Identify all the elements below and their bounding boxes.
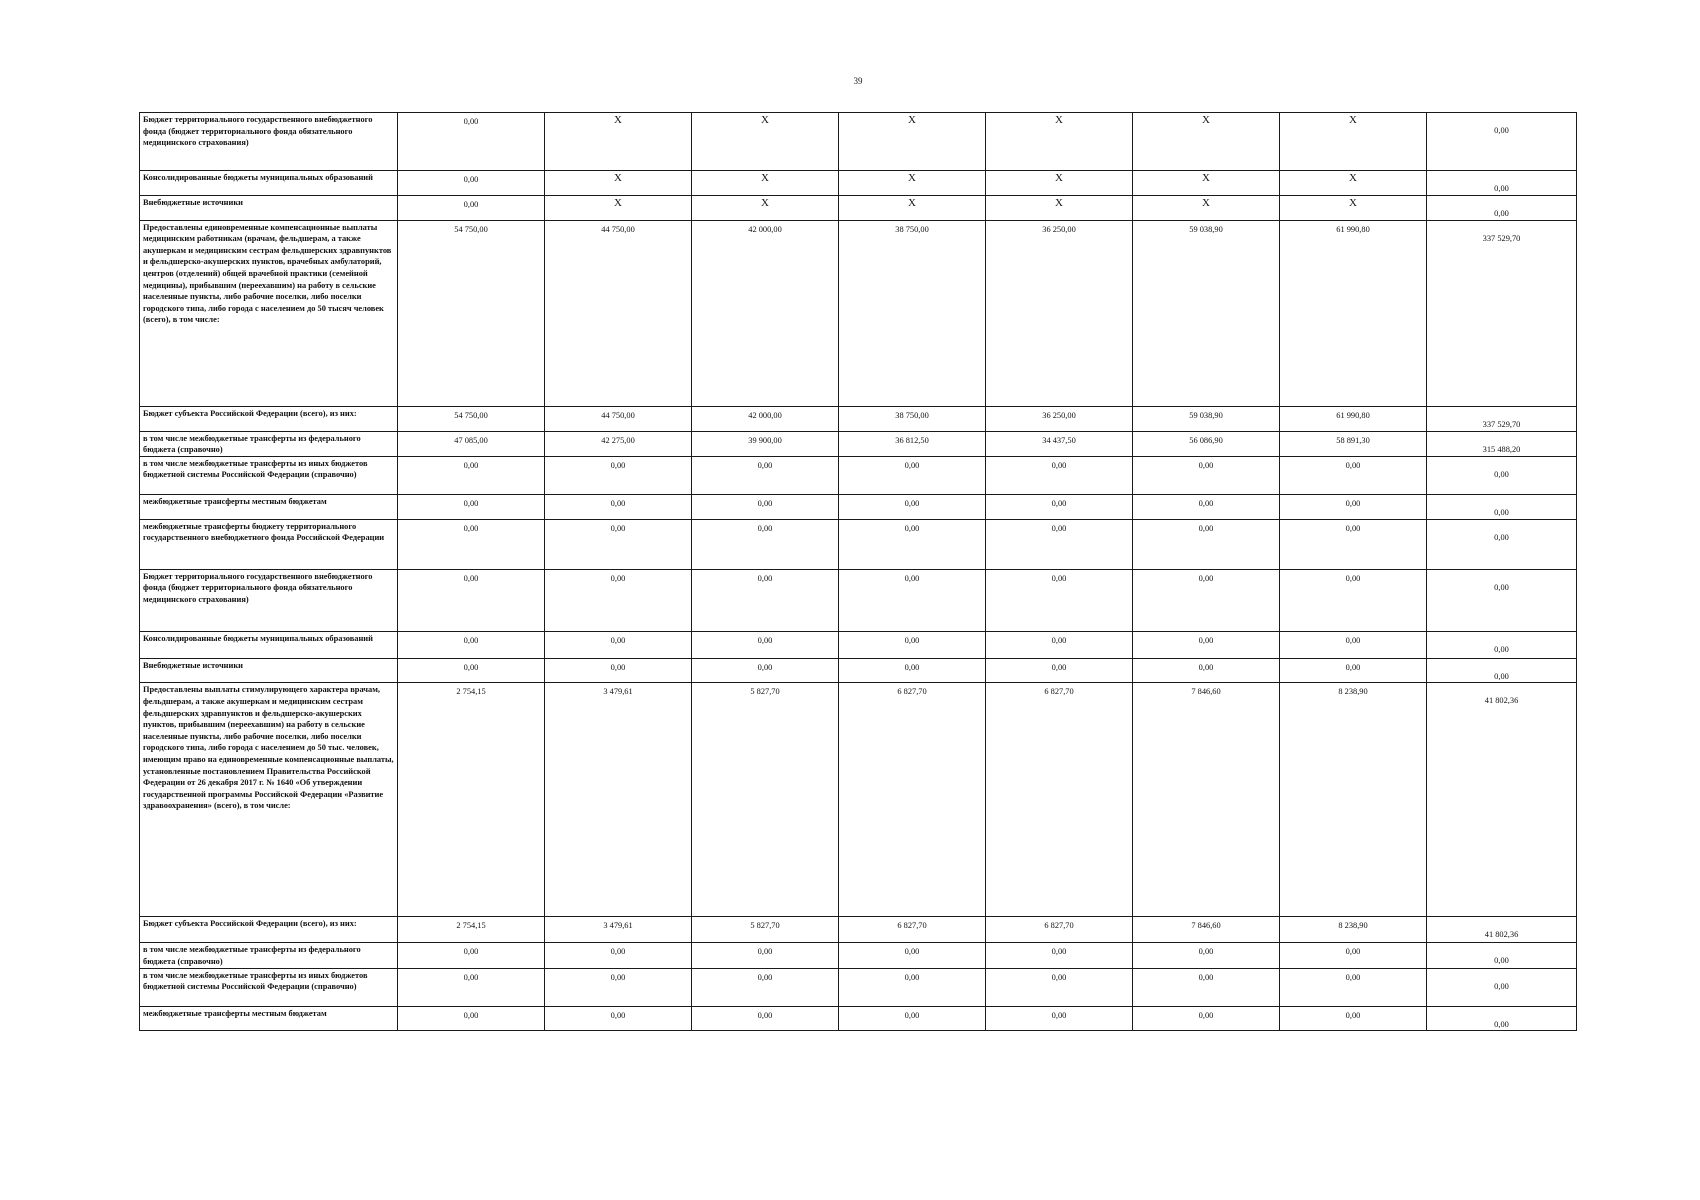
value-cell: 38 750,00 <box>839 406 986 431</box>
value-cell: 0,00 <box>1280 631 1427 658</box>
value-cell: 34 437,50 <box>986 431 1133 456</box>
value-cell: 0,00 <box>545 1006 692 1031</box>
value-cell: 0,00 <box>839 1006 986 1031</box>
value-cell: X <box>1133 171 1280 196</box>
value-cell: 0,00 <box>839 968 986 1006</box>
total-cell: 337 529,70 <box>1427 406 1577 431</box>
value-cell: 42 000,00 <box>692 220 839 406</box>
value-cell: 0,00 <box>986 569 1133 631</box>
value-cell: 0,00 <box>1280 456 1427 494</box>
row-label: Консолидированные бюджеты муниципальных образований <box>140 631 398 658</box>
value-cell: X <box>545 171 692 196</box>
value-cell: 0,00 <box>1133 658 1280 683</box>
value-cell: 0,00 <box>398 171 545 196</box>
table-row <box>140 1006 1577 1031</box>
value-cell: 0,00 <box>986 658 1133 683</box>
row-label: Предоставлены единовременные компенсационные выплаты медицинским работникам (врачам, фельдшерам, а также акушеркам и медицинским сестрам фельдшерских здравпунктов и фельдшерско-акушерских пунктов, врачебных амбулаторий, центров (отделений) общей врачебной практики (семейной медицины), прибывшим (переехавшим) на работу в сельские населенные пункты, либо рабочие поселки, либо поселки городского типа, либо города с населением до 50 тысяч человек (всего), в том числе: <box>140 220 398 406</box>
value-cell: 0,00 <box>1133 494 1280 519</box>
value-cell: X <box>692 113 839 171</box>
row-label: Бюджет территориального государственного внебюджетного фонда (бюджет территориального фонда обязательного медицинского страхования) <box>140 569 398 631</box>
value-cell: 44 750,00 <box>545 406 692 431</box>
value-cell: 3 479,61 <box>545 917 692 943</box>
table-row <box>140 171 1577 196</box>
value-cell: X <box>1133 196 1280 221</box>
value-cell: X <box>1133 113 1280 171</box>
value-cell: X <box>545 113 692 171</box>
row-label: межбюджетные трансферты местным бюджетам <box>140 494 398 519</box>
total-cell: 0,00 <box>1427 658 1577 683</box>
row-label: межбюджетные трансферты местным бюджетам <box>140 1006 398 1031</box>
value-cell: 0,00 <box>398 1006 545 1031</box>
row-label: Бюджет территориального государственного внебюджетного фонда (бюджет территориального фонда обязательного медицинского страхования) <box>140 113 398 171</box>
total-cell: 41 802,36 <box>1427 917 1577 943</box>
value-cell: 42 000,00 <box>692 406 839 431</box>
value-cell: 0,00 <box>545 519 692 569</box>
table-row <box>140 658 1577 683</box>
value-cell: 0,00 <box>398 943 545 968</box>
value-cell: 0,00 <box>1280 968 1427 1006</box>
value-cell: 6 827,70 <box>839 683 986 917</box>
value-cell: 61 990,80 <box>1280 220 1427 406</box>
row-label: Консолидированные бюджеты муниципальных образований <box>140 171 398 196</box>
value-cell: 0,00 <box>545 943 692 968</box>
value-cell: 0,00 <box>1280 494 1427 519</box>
value-cell: 5 827,70 <box>692 683 839 917</box>
row-label: Бюджет субъекта Российской Федерации (всего), из них: <box>140 917 398 943</box>
table-row <box>140 196 1577 221</box>
value-cell: 2 754,15 <box>398 683 545 917</box>
value-cell: X <box>1280 171 1427 196</box>
row-label: в том числе межбюджетные трансферты из иных бюджетов бюджетной системы Российской Федерации (справочно) <box>140 456 398 494</box>
total-cell: 0,00 <box>1427 1006 1577 1031</box>
row-label: Внебюджетные источники <box>140 196 398 221</box>
table-row <box>140 220 1577 406</box>
value-cell: 0,00 <box>839 943 986 968</box>
value-cell: 58 891,30 <box>1280 431 1427 456</box>
value-cell: 0,00 <box>1280 1006 1427 1031</box>
value-cell: 0,00 <box>692 943 839 968</box>
table-row <box>140 943 1577 968</box>
budget-table-body <box>140 113 1577 1031</box>
row-label: межбюджетные трансферты бюджету территориального государственного внебюджетного фонда Российской Федерации <box>140 519 398 569</box>
value-cell: 0,00 <box>986 456 1133 494</box>
value-cell: 0,00 <box>986 631 1133 658</box>
value-cell: 8 238,90 <box>1280 917 1427 943</box>
value-cell: X <box>839 171 986 196</box>
value-cell: 36 812,50 <box>839 431 986 456</box>
value-cell: 7 846,60 <box>1133 683 1280 917</box>
value-cell: 0,00 <box>1133 1006 1280 1031</box>
value-cell: 0,00 <box>986 968 1133 1006</box>
total-cell: 0,00 <box>1427 456 1577 494</box>
value-cell: 59 038,90 <box>1133 220 1280 406</box>
value-cell: 0,00 <box>398 113 545 171</box>
value-cell: 0,00 <box>839 456 986 494</box>
total-cell: 0,00 <box>1427 113 1577 171</box>
value-cell: 0,00 <box>986 943 1133 968</box>
value-cell: 47 085,00 <box>398 431 545 456</box>
total-cell: 0,00 <box>1427 196 1577 221</box>
table-row <box>140 519 1577 569</box>
value-cell: X <box>692 196 839 221</box>
table-row <box>140 406 1577 431</box>
value-cell: 0,00 <box>692 569 839 631</box>
value-cell: 0,00 <box>1133 519 1280 569</box>
value-cell: 0,00 <box>692 658 839 683</box>
value-cell: 56 086,90 <box>1133 431 1280 456</box>
value-cell: X <box>839 196 986 221</box>
row-label: Предоставлены выплаты стимулирующего характера врачам, фельдшерам, а также акушеркам и медицинским сестрам фельдшерских здравпунктов и фельдшерско-акушерских пунктов, прибывшим (переехавшим) на работу в сельские населенные пункты, либо рабочие поселки, либо поселки городского типа, либо города с населением до 50 тыс. человек, имеющим право на единовременные компенсационные выплаты, установленные постановлением Правительства Российской Федерации от 26 декабря 2017 г. № 1640 «Об утверждении государственной программы Российской Федерации «Развитие здравоохранения» (всего), в том числе: <box>140 683 398 917</box>
value-cell: 0,00 <box>839 631 986 658</box>
value-cell: 42 275,00 <box>545 431 692 456</box>
value-cell: X <box>986 196 1133 221</box>
value-cell: 54 750,00 <box>398 220 545 406</box>
table-row <box>140 569 1577 631</box>
value-cell: 0,00 <box>545 658 692 683</box>
table-row <box>140 431 1577 456</box>
value-cell: 0,00 <box>1133 943 1280 968</box>
value-cell: 44 750,00 <box>545 220 692 406</box>
value-cell: 0,00 <box>1280 658 1427 683</box>
total-cell: 0,00 <box>1427 943 1577 968</box>
table-row <box>140 968 1577 1006</box>
value-cell: X <box>692 171 839 196</box>
value-cell: X <box>839 113 986 171</box>
value-cell: X <box>545 196 692 221</box>
value-cell: 0,00 <box>839 658 986 683</box>
table-row <box>140 113 1577 171</box>
table-row <box>140 456 1577 494</box>
value-cell: 36 250,00 <box>986 220 1133 406</box>
value-cell: 0,00 <box>692 1006 839 1031</box>
value-cell: 3 479,61 <box>545 683 692 917</box>
value-cell: 0,00 <box>545 494 692 519</box>
value-cell: 0,00 <box>398 456 545 494</box>
value-cell: 0,00 <box>1280 943 1427 968</box>
value-cell: 8 238,90 <box>1280 683 1427 917</box>
value-cell: 6 827,70 <box>986 683 1133 917</box>
value-cell: 0,00 <box>692 968 839 1006</box>
value-cell: 0,00 <box>839 519 986 569</box>
row-label: в том числе межбюджетные трансферты из федерального бюджета (справочно) <box>140 943 398 968</box>
value-cell: 7 846,60 <box>1133 917 1280 943</box>
value-cell: X <box>986 113 1133 171</box>
value-cell: 0,00 <box>545 631 692 658</box>
value-cell: 61 990,80 <box>1280 406 1427 431</box>
page-number: 39 <box>853 76 863 86</box>
value-cell: X <box>1280 113 1427 171</box>
total-cell: 0,00 <box>1427 569 1577 631</box>
row-label: Внебюджетные источники <box>140 658 398 683</box>
total-cell: 0,00 <box>1427 631 1577 658</box>
table-row <box>140 683 1577 917</box>
value-cell: 0,00 <box>839 494 986 519</box>
value-cell: 54 750,00 <box>398 406 545 431</box>
table-row <box>140 631 1577 658</box>
value-cell: 0,00 <box>1133 631 1280 658</box>
total-cell: 0,00 <box>1427 171 1577 196</box>
value-cell: 0,00 <box>692 494 839 519</box>
value-cell: 0,00 <box>986 494 1133 519</box>
total-cell: 0,00 <box>1427 968 1577 1006</box>
total-cell: 337 529,70 <box>1427 220 1577 406</box>
value-cell: 0,00 <box>1133 569 1280 631</box>
value-cell: 0,00 <box>398 196 545 221</box>
total-cell: 0,00 <box>1427 494 1577 519</box>
value-cell: 0,00 <box>398 569 545 631</box>
value-cell: X <box>1280 196 1427 221</box>
value-cell: 0,00 <box>692 456 839 494</box>
total-cell: 315 488,20 <box>1427 431 1577 456</box>
value-cell: 2 754,15 <box>398 917 545 943</box>
value-cell: 36 250,00 <box>986 406 1133 431</box>
value-cell: X <box>986 171 1133 196</box>
total-cell: 41 802,36 <box>1427 683 1577 917</box>
value-cell: 0,00 <box>986 519 1133 569</box>
value-cell: 0,00 <box>545 456 692 494</box>
row-label: в том числе межбюджетные трансферты из федерального бюджета (справочно) <box>140 431 398 456</box>
value-cell: 0,00 <box>692 519 839 569</box>
value-cell: 0,00 <box>545 569 692 631</box>
value-cell: 0,00 <box>1133 456 1280 494</box>
table-row <box>140 917 1577 943</box>
value-cell: 0,00 <box>398 631 545 658</box>
total-cell: 0,00 <box>1427 519 1577 569</box>
value-cell: 0,00 <box>1280 569 1427 631</box>
budget-table <box>139 112 1577 1031</box>
value-cell: 0,00 <box>545 968 692 1006</box>
table-row <box>140 494 1577 519</box>
value-cell: 0,00 <box>398 658 545 683</box>
row-label: в том числе межбюджетные трансферты из иных бюджетов бюджетной системы Российской Федерации (справочно) <box>140 968 398 1006</box>
value-cell: 0,00 <box>839 569 986 631</box>
value-cell: 5 827,70 <box>692 917 839 943</box>
value-cell: 0,00 <box>1133 968 1280 1006</box>
value-cell: 0,00 <box>986 1006 1133 1031</box>
value-cell: 0,00 <box>692 631 839 658</box>
value-cell: 39 900,00 <box>692 431 839 456</box>
value-cell: 38 750,00 <box>839 220 986 406</box>
value-cell: 0,00 <box>398 519 545 569</box>
value-cell: 59 038,90 <box>1133 406 1280 431</box>
value-cell: 0,00 <box>398 968 545 1006</box>
value-cell: 6 827,70 <box>839 917 986 943</box>
value-cell: 0,00 <box>398 494 545 519</box>
row-label: Бюджет субъекта Российской Федерации (всего), из них: <box>140 406 398 431</box>
value-cell: 6 827,70 <box>986 917 1133 943</box>
value-cell: 0,00 <box>1280 519 1427 569</box>
